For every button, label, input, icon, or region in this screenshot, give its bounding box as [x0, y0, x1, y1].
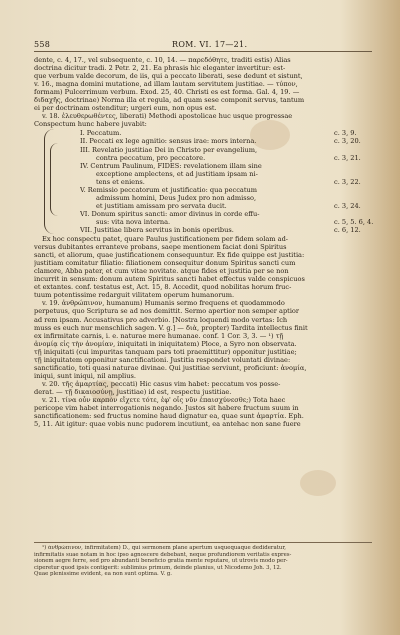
footnote-line: ciperetur quod ipsis contigerit: sublimius primum, deinde planius, ut Nicodemo Joh. 3, 12. [34, 564, 282, 571]
outline-item-reference: c. 3, 21. [334, 153, 361, 162]
outline-item [34, 146, 372, 154]
outline-item-label: sus: vita nova interna. [96, 217, 171, 226]
page-number: 558 [34, 40, 51, 49]
outline-item [34, 202, 372, 210]
outline-item-label: admissum homini, Deus Judex pro non admisso, [96, 193, 257, 202]
outline-item [34, 162, 372, 170]
outline-item-label: II. Peccati ex lege agnitio: sensus irae: mors interna. [80, 137, 257, 146]
text-line: sanctificationem: sed fructus nomine haud dignatur ea, quae sunt ἁμαρτία. Eph. [34, 412, 304, 421]
text-line: διδαχῆς, doctrinae) Norma illa et regula, ad quam sese componit servus, tantum [34, 96, 305, 105]
outline-item [34, 178, 372, 186]
outline-item [34, 154, 372, 162]
outline-item-label: V. Remissio peccatorum et justificatio: qua peccatum [80, 185, 258, 194]
main-text [34, 56, 372, 428]
text-line: Conspectum hunc habere juvabit: [34, 120, 147, 129]
outline-item-reference: c. 3, 20. [334, 137, 361, 146]
text-line: v. 20. τῆς ἁμαρτίας, peccati) Hic casus vim habet: peccatum vos posse- [42, 379, 281, 388]
outline-item [34, 170, 372, 178]
text-line: dente, c. 4, 17., vel subsequente, c. 10, 14. — παρεδόθητε, traditi estis) Alias [34, 56, 291, 64]
text-block-top [34, 56, 372, 128]
text-line: justitiam comitatur filiatio: filiationem consequitur donum Spiritus sancti cum [34, 259, 296, 268]
text-line: sancti, et aliorum, quae justificationem consequuntur. Ex fide quippe est justitia: [34, 251, 305, 260]
outline-item-label: IV. Centrum Paulinum, FIDES: revelationem illam sine [80, 161, 262, 170]
paper-stain [300, 470, 336, 496]
outline-item-label: VII. Justitiae libera servitus in bonis operibus. [80, 225, 234, 234]
text-line: formam) Pulcerrimum verbum. Exod. 25, 40. Christi es est forma. Gal. 4, 19. — [34, 88, 300, 97]
footnote-rule [34, 542, 372, 543]
text-line: doctrina dicitur tradi. 2 Petr. 2, 21. Ea phrasis hic eleganter invertitur: est- [34, 64, 286, 73]
outline-item-reference: c. 6, 12. [334, 225, 361, 234]
text-line: v. 18. ἐλευθερωθέντες, liberati) Methodi apostolicae huc usque progressae [42, 112, 293, 121]
outline-item-label: contra peccatum, pro peccatore. [96, 153, 206, 162]
outline-item-label: VI. Donum spiritus sancti: amor divinus in corde effu- [80, 209, 260, 218]
running-header [34, 40, 372, 52]
text-line: pericope vim habet interrogationis negando. Justos sit habere fructum suum in [34, 404, 299, 413]
text-line: τῇ iniquitati (cui impuritas tanquam pars toti praemittitur) opponitur justitiae; [34, 347, 297, 356]
footnote-line: ¹) ἀνθρώπινον, infirmitatem) D., qui sermonem plane apertum usquequaque dedideratur, [42, 545, 287, 551]
text-line: sanctificatio, toti quasi naturae divinae. Qui justitiae serviunt, proficiunt: ἀνομία, [34, 363, 307, 372]
text-line: ex infirmitate carnis, i. e. naturae mere humanae. conf. 1 Cor. 3, 3. — ¹) τῇ [34, 331, 284, 340]
text-line: que verbum valde decorum, de iis, qui a peccato liberati, sese dedunt et sistunt, [34, 72, 303, 81]
footnote [34, 545, 372, 578]
outline-item-reference: c. 3, 9. [334, 129, 357, 138]
outline-item-label: I. Peccatum. [80, 129, 122, 138]
outline-item-reference: c. 5, 5. 6, 4. [334, 217, 374, 226]
text-line: v. 19. ἀνθρώπινον, humanum) Humanis sermo frequens et quodammodo [42, 299, 285, 308]
text-line: v. 16., magna domini mutatione, ad illam lautam servitutem justitiae. — τύπον, [34, 80, 298, 89]
outline-item-reference: c. 3, 24. [334, 201, 361, 210]
text-line: ei per doctrinam ostenditur; urgeri eum, non opus est. [34, 104, 217, 113]
text-block-bottom [34, 235, 372, 428]
outline-item [34, 218, 372, 226]
text-line: iniqui, sunt iniqui, nil amplius. [34, 371, 136, 380]
text-line: derat. — τῇ δικαιοσύνῃ, justitiae) id est, respectu justitiae. [34, 387, 232, 396]
outline-item-reference: c. 3, 22. [334, 177, 361, 186]
footnote-line: sionem aegre ferre, sed pro abundanti beneficio gratia mente reputare, ut utrovis modo per- [34, 558, 288, 565]
text-line: 5, 11. Ait igitur: quae vobis nunc pudorem incutiunt, ea antehac non sane fuere [34, 420, 301, 429]
text-line: ad rem ipsam. Accusativus pro adverbio. [Nostra loquendi modo vertas: Ich [34, 315, 288, 324]
text-line: versus dubitantes erranteve probans, saepe mentionem faciat doni Spiritus [34, 243, 287, 252]
outline-item-label: tens et eniens. [96, 177, 145, 186]
outline-item [34, 137, 372, 145]
text-line: tuum potentissime redarguit vilitatem operum humanorum. [34, 291, 235, 300]
text-line: clamore, Abba pater, et cum vitae novitate. atque fides et justitia per se non [34, 267, 289, 276]
running-title: ROM. VI. 17—21. [172, 40, 248, 49]
text-line: v. 21. τίνα οὖν καρπὸν εἴχετε τότε, ἐφ' οἷς νῦν ἐπαισχύνεσθε;) Tota haec [42, 395, 286, 404]
text-line: incurrit in sensum: donum autem Spiritus sancti habet effectus valde conspicuos [34, 275, 305, 284]
outline-item [34, 129, 372, 137]
outline-item-label: et justitiam amissam pro servata ducit. [96, 201, 227, 210]
outline-item [34, 194, 372, 202]
header-rule [34, 51, 372, 52]
outline-item-label: III. Revelatio justitiae Dei in Christo per evangelium, [80, 145, 258, 154]
text-line: muss es euch nur menschlich sagen. V. g.] — διὰ, propter) Tardita intellectus finit [34, 323, 308, 332]
outline-item [34, 226, 372, 234]
text-line: τῇ iniquitatem opponitur sanctificationi. Justitia respondet voluntati divinae: [34, 355, 291, 364]
outline-item [34, 186, 372, 194]
text-line: et extantes. conf. testatus est, Act. 15, 8. Accedit, quod nobilitas horum fruc- [34, 283, 292, 292]
text-line: ἀνομίᾳ εἰς τὴν ἀνομίαν, iniquitati in iniquitatem) Ploce, a Syro non observata. [34, 339, 297, 348]
outline-item [34, 210, 372, 218]
footnote-line: infirmitatis suae notam in hoc ipso agnoscere debebant, neque profundiorem veritatis expres- [34, 551, 292, 558]
outline-list [34, 129, 372, 234]
text-line: Ex hoc conspectu patet, quare Paulus justificationem per fidem solam ad- [42, 235, 289, 244]
outline-item-label: exceptione amplectens, et ad justitiam ipsam ni- [96, 169, 258, 178]
text-line: perpetuus, quo Scriptura se ad nos demittit. Sermo apertior non semper aptior [34, 307, 300, 316]
footnote-line: Quae plenissime evident, ea non sunt optima. V. g. [34, 571, 172, 578]
